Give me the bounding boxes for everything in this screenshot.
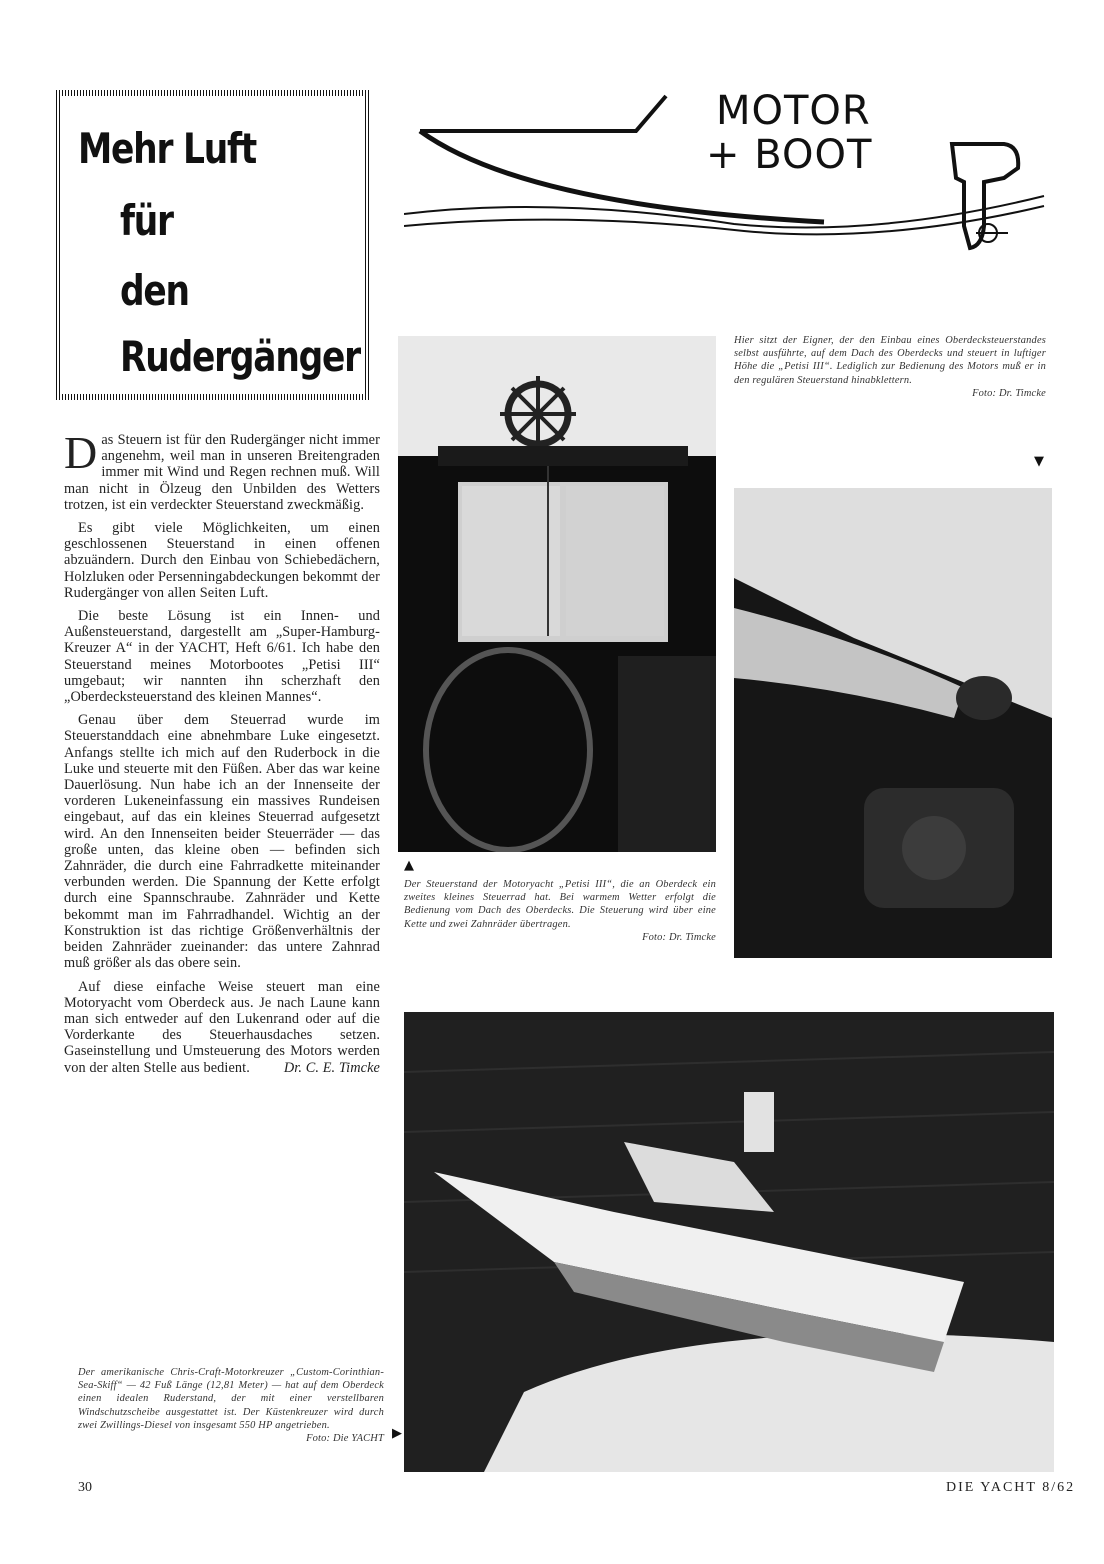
arrow-right-icon: ▶ bbox=[392, 1426, 402, 1441]
logo-word-motor: MOTOR bbox=[716, 88, 871, 134]
caption-top-right: Hier sitzt der Eigner, der den Einbau eines Oberdecksteuerstandes selbst ausführte, auf dem Dach des Oberdecks und steuert in luftiger Höhe die „Petisi III“. Lediglich zur Bedienung des Motors muß er in den regulären Steuerstand hinabklettern. Foto: Dr. Timcke bbox=[734, 335, 1046, 399]
photo-steering-station bbox=[398, 336, 716, 852]
title-line-3: den bbox=[120, 266, 189, 315]
motor-boot-logo bbox=[404, 86, 1054, 256]
photo-chris-craft-cruiser bbox=[404, 1012, 1054, 1472]
caption-middle-credit: Foto: Dr. Timcke bbox=[642, 931, 716, 943]
article-paragraph-1: Das Steuern ist für den Rudergänger nicht immer angenehm, weil man in unseren Breitengraden immer mit Wind und Regen rechnen muß. Will man nicht in Ölzeug den Unbilden des Wetters trotzen, ist ein verdeckter Steuerstand zweckmäßig. bbox=[64, 427, 380, 513]
article-paragraph-5: Auf diese einfache Weise steuert man eine Motoryacht vom Oberdeck aus. Je nach Laune kann man sich entweder auf den Lukenrand oder auf die Vorderkante des Steuerhausdaches setzen. Gaseinstellung und Umsteuerung des Motors werden von der alten Stelle aus bedient. Dr. C. E. Timcke bbox=[64, 978, 380, 1076]
arrow-up-icon: ▲ bbox=[404, 858, 414, 873]
author-signature: Dr. C. E. Timcke bbox=[283, 1059, 380, 1076]
article-paragraph-3: Die beste Lösung ist ein Innen- und Außensteuerstand, dargestellt am „Super-Hamburg-Kreuzer A“ in der YACHT, Heft 6/61. Ich habe den Steuerstand meines Motorbootes „Petisi III“ umgebaut; wir nannten ihn scherzhaft den „Oberdecksteuerstand des kleinen Mannes“. bbox=[64, 608, 380, 706]
title-box bbox=[56, 90, 370, 400]
caption-top-right-credit: Foto: Dr. Timcke bbox=[972, 387, 1046, 399]
article-body bbox=[64, 427, 380, 1083]
drop-cap: D bbox=[64, 427, 98, 478]
caption-bottom: Der amerikanische Chris-Craft-Motorkreuzer „Custom-Corinthian-Sea-Skiff“ — 42 Fuß Länge (12,81 Meter) — hat auf dem Oberdeck einen idealen Ruderstand, der mit einer verstellbaren Windschutzscheibe ausgestattet ist. Der Küstenkreuzer wird durch zwei Zwillings-Diesel von insgesamt 550 HP angetrieben. Foto: Die YACHT bbox=[78, 1367, 384, 1445]
logo-word-boot: + BOOT bbox=[706, 132, 873, 178]
publication-issue: DIE YACHT 8/62 bbox=[946, 1480, 1076, 1495]
caption-middle: Der Steuerstand der Motoryacht „Petisi III“, die an Oberdeck ein zweites kleines Steuerrad hat. Bei warmem Wetter erfolgt die Bedienung vom Dach des Oberdecks. Die Steuerung wird über eine Kette und zwei Zahnräder übertragen. Foto: Dr. Timcke bbox=[404, 879, 716, 943]
title-line-4: Rudergänger bbox=[120, 332, 360, 381]
arrow-down-icon: ▼ bbox=[1034, 454, 1044, 469]
article-paragraph-2: Es gibt viele Möglichkeiten, um einen geschlossenen Steuerstand in einen offenen abzuändern. Durch den Einbau von Schiebedächern, Holzluken oder Persenningabdeckungen bekommt der Rudergänger von allen Seiten Luft. bbox=[64, 520, 380, 601]
title-line-1: Mehr Luft bbox=[78, 124, 256, 173]
title-line-2: für bbox=[120, 196, 173, 245]
caption-bottom-credit: Foto: Die YACHT bbox=[306, 1433, 384, 1445]
photo-hand-controls bbox=[734, 488, 1052, 958]
article-paragraph-4: Genau über dem Steuerrad wurde im Steuerstanddach eine abnehmbare Luke eingesetzt. Anfangs stellte ich mich auf den Ruderbock in die Luke und steuerte mit den Füßen. Aber das war keine Dauerlösung. Nun habe ich an der Innenseite der vorderen Lukeneinfassung ein massives Rundeisen eingebaut, auf das ein kleines Steuerrad aufgesetzt wird. An den Innenseiten beider Steuerräder — das große unten, das kleine oben — befinden sich Zahnräder, die durch eine Fahrradkette miteinander verbunden werden. Die Spannung der Kette erfolgt durch eine Spannschraube. Zahnräder und Kette bekommt man im Fahrradhandel. Wichtig an der Konstruktion ist das richtige Größenverhältnis der beiden Zahnräder zueinander: das untere Zahnrad muß größer als das obere sein. bbox=[64, 712, 380, 972]
page-number: 30 bbox=[78, 1480, 92, 1495]
outboard-motor-icon bbox=[952, 144, 1018, 248]
